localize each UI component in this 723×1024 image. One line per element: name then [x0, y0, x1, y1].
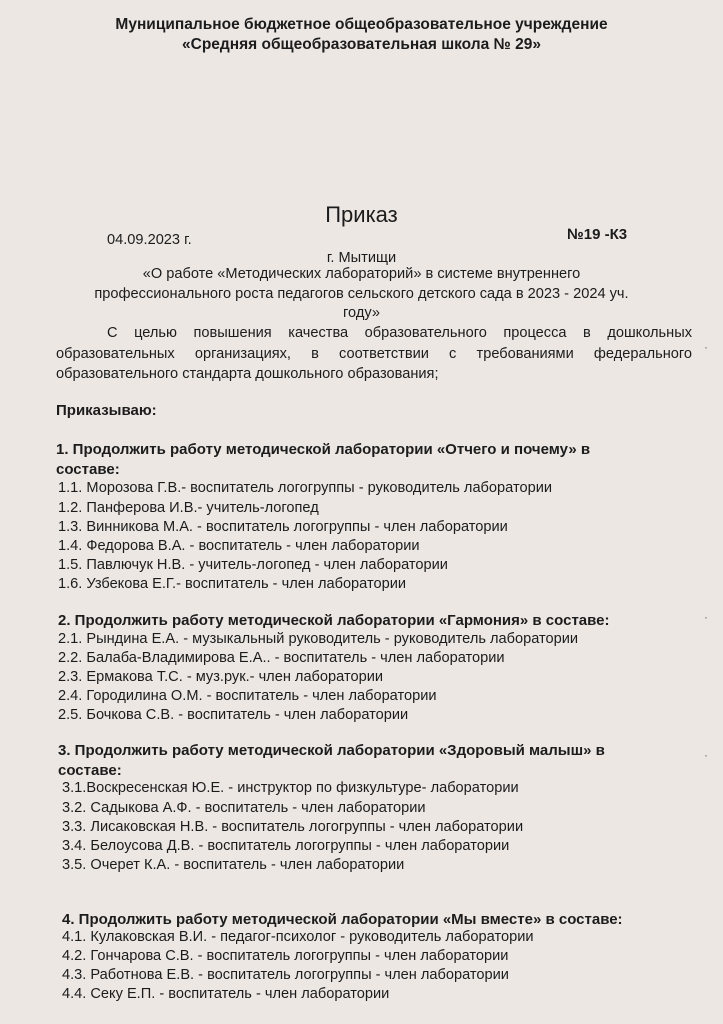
section-3-heading-cont: составе: [58, 762, 122, 779]
scan-speck: · [704, 340, 708, 354]
section-4-heading: 4. Продолжить работу методической лаборатории «Мы вместе» в составе: [62, 911, 623, 928]
list-item: 4.4. Секу Е.П. - воспитатель - член лаборатории [62, 986, 390, 1002]
org-name-line1: Муниципальное бюджетное общеобразовательное учреждение [115, 16, 608, 33]
order-date: 04.09.2023 г. [107, 232, 192, 248]
list-item: 2.4. Городилина О.М. - воспитатель - член лаборатории [58, 688, 437, 704]
scan-speck: · [704, 748, 708, 762]
list-item: 4.2. Гончарова С.В. - воспитатель логогруппы - член лаборатории [62, 948, 509, 964]
list-item: 2.3. Ермакова Т.С. - муз.рук.- член лаборатории [58, 669, 384, 685]
list-item: 2.1. Рындина Е.А. - музыкальный руководитель - руководитель лаборатории [58, 631, 579, 647]
list-item: 1.5. Павлючук Н.В. - учитель-логопед - член лаборатории [58, 557, 448, 573]
list-item: 2.2. Балаба-Владимирова Е.А.. - воспитатель - член лаборатории [58, 650, 505, 666]
list-item: 1.4. Федорова В.А. - воспитатель - член лаборатории [58, 538, 420, 554]
list-item: 3.3. Лисаковская Н.В. - воспитатель логогруппы - член лаборатории [62, 819, 524, 835]
preamble-line3: образовательного стандарта дошкольного образования; [56, 366, 439, 382]
document-title: Приказ [325, 202, 398, 227]
subject-line3: году» [343, 305, 380, 321]
order-word: Приказываю: [56, 402, 157, 419]
preamble-line2: образовательных организациях, в соответствии с требованиями федерального [56, 345, 692, 362]
list-item: 1.6. Узбекова Е.Г.- воспитатель - член лаборатории [58, 576, 407, 592]
subject-line1: «О работе «Методических лабораторий» в системе внутреннего [142, 266, 581, 282]
list-item: 3.1.Воскресенская Ю.Е. - инструктор по физкультуре- лаборатории [62, 780, 519, 796]
list-item: 3.5. Очерет К.А. - воспитатель - член лаборатории [62, 857, 405, 873]
list-item: 1.3. Винникова М.А. - воспитатель логогруппы - член лаборатории [58, 519, 508, 535]
section-3-heading: 3. Продолжить работу методической лаборатории «Здоровый малыш» в [58, 742, 605, 759]
list-item: 2.5. Бочкова С.В. - воспитатель - член лаборатории [58, 707, 409, 723]
list-item: 4.1. Кулаковская В.И. - педагог-психолог - руководитель лаборатории [62, 929, 534, 945]
order-number: №19 -К3 [567, 226, 628, 243]
city: г. Мытищи [326, 250, 397, 266]
section-1-heading: 1. Продолжить работу методической лаборатории «Отчего и почему» в [56, 441, 591, 458]
org-name-line2: «Средняя общеобразовательная школа № 29» [182, 36, 541, 53]
section-2-heading: 2. Продолжить работу методической лаборатории «Гармония» в составе: [58, 612, 610, 629]
scan-speck: · [704, 610, 708, 624]
list-item: 4.3. Работнова Е.В. - воспитатель логогруппы - член лаборатории [62, 967, 509, 983]
list-item: 3.2. Садыкова А.Ф. - воспитатель - член лаборатории [62, 800, 426, 816]
preamble-line1: С целью повышения качества образовательного процесса в дошкольных [107, 325, 692, 341]
list-item: 1.1. Морозова Г.В.- воспитатель логогруппы - руководитель лаборатории [58, 480, 552, 496]
preamble [56, 323, 692, 385]
list-item: 1.2. Панферова И.В.- учитель-логопед [58, 500, 319, 516]
subject-line2: профессионального роста педагогов сельского детского сада в 2023 - 2024 уч. [94, 286, 629, 302]
section-1-heading-cont: составе: [56, 461, 120, 478]
list-item: 3.4. Белоусова Д.В. - воспитатель логогруппы - член лаборатории [62, 838, 510, 854]
